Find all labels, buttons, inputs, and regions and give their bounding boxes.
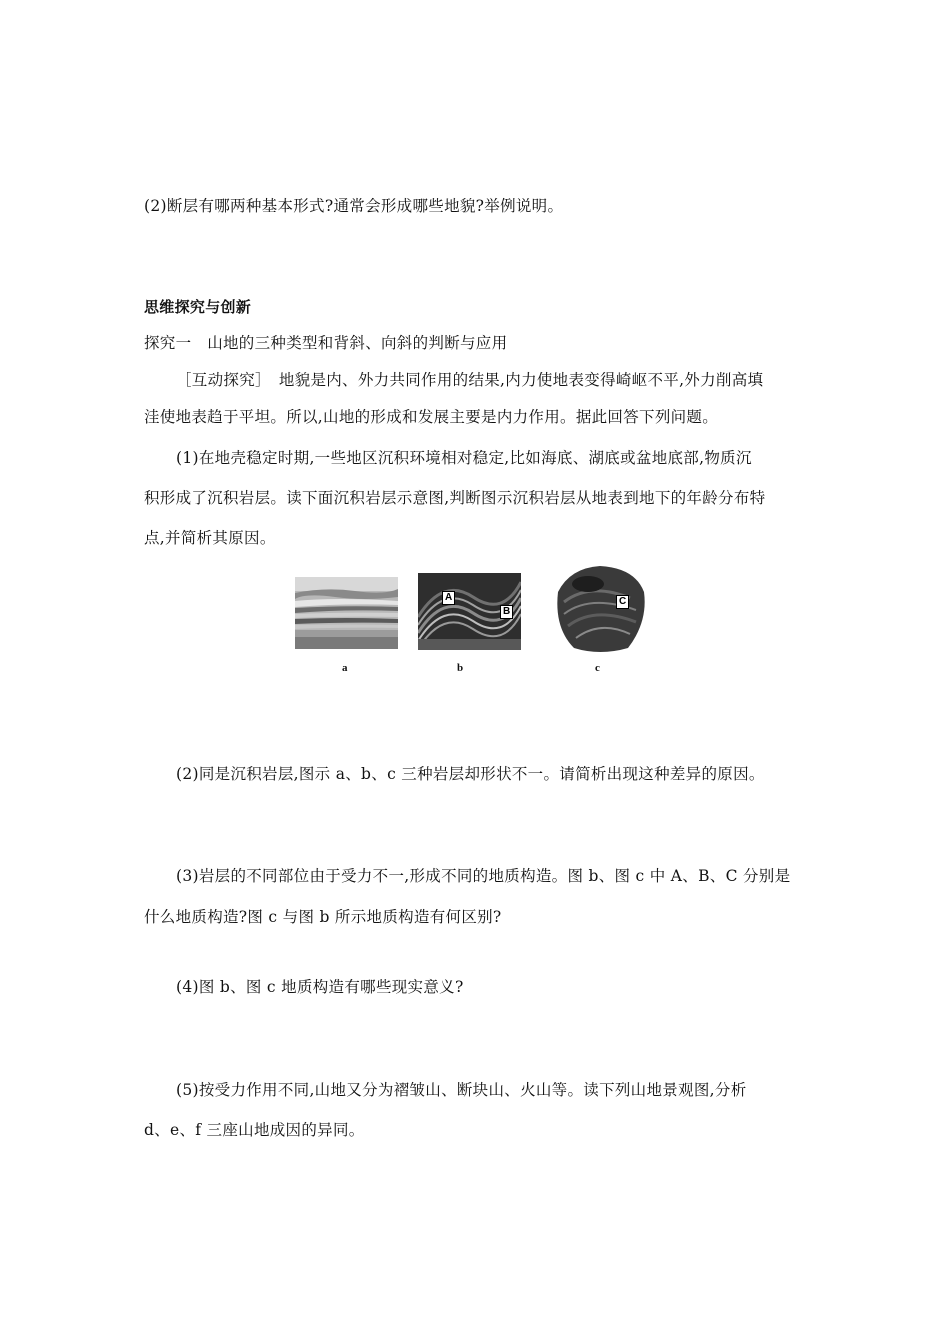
figure-b-label-b: B xyxy=(500,605,513,619)
figure-a-horizontal-strata xyxy=(295,577,398,649)
figure-b-caption: b xyxy=(457,662,464,674)
paragraph-3-line-1: (3)岩层的不同部位由于受力不一,形成不同的地质构造。图 b、图 c 中 A、B、C 分别是 xyxy=(176,867,791,885)
figure-c-rock-specimen xyxy=(550,562,649,657)
figure-a-caption: a xyxy=(342,662,348,674)
intro-line-1: ［互动探究］ 地貌是内、外力共同作用的结果,内力使地表变得崎岖不平,外力削高填 xyxy=(176,371,764,389)
paragraph-1-line-3: 点,并简析其原因。 xyxy=(144,529,276,547)
figure-c-label-c: C xyxy=(616,595,629,609)
paragraph-1-line-2: 积形成了沉积岩层。读下面沉积岩层示意图,判断图示沉积岩层从地表到地下的年龄分布特 xyxy=(144,489,766,507)
paragraph-1-line-1: (1)在地壳稳定时期,一些地区沉积环境相对稳定,比如海底、湖底或盆地底部,物质沉 xyxy=(176,449,752,467)
question-2-fault: (2)断层有哪两种基本形式?通常会形成哪些地貌?举例说明。 xyxy=(144,197,564,215)
figure-b-label-a: A xyxy=(442,591,455,605)
figure-b-folded-strata xyxy=(418,573,521,650)
paragraph-5-line-2: d、e、f 三座山地成因的异同。 xyxy=(144,1121,365,1139)
section-heading: 思维探究与创新 xyxy=(144,298,252,316)
intro-line-2: 洼使地表趋于平坦。所以,山地的形成和发展主要是内力作用。据此回答下列问题。 xyxy=(144,408,719,426)
figure-c-caption: c xyxy=(595,662,600,674)
paragraph-5-line-1: (5)按受力作用不同,山地又分为褶皱山、断块山、火山等。读下列山地景观图,分析 xyxy=(176,1081,747,1099)
paragraph-3-line-2: 什么地质构造?图 c 与图 b 所示地质构造有何区别? xyxy=(144,908,502,926)
inquiry-title: 探究一 山地的三种类型和背斜、向斜的判断与应用 xyxy=(144,334,508,352)
paragraph-2: (2)同是沉积岩层,图示 a、b、c 三种岩层却形状不一。请简析出现这种差异的原因。 xyxy=(176,765,765,783)
paragraph-4: (4)图 b、图 c 地质构造有哪些现实意义? xyxy=(176,978,464,996)
